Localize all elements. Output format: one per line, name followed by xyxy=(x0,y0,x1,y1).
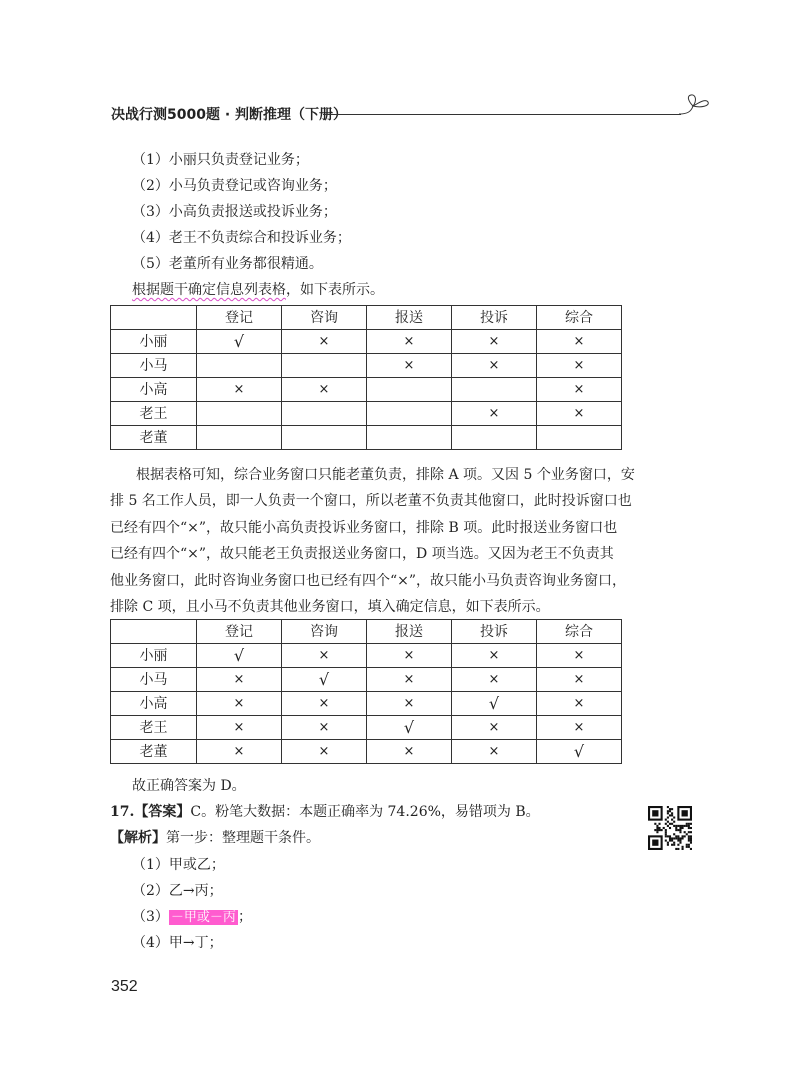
q17-analysis xyxy=(110,828,320,848)
table-row xyxy=(111,644,622,668)
condition-4: （4）老王不负责综合和投诉业务； xyxy=(132,230,351,246)
table-row xyxy=(111,354,622,378)
table-cell: × xyxy=(452,354,537,378)
q17-answer xyxy=(110,802,540,822)
row-label: 小高 xyxy=(111,692,197,716)
sprout-icon xyxy=(677,94,711,118)
condition-3: （3）小高负责报送或投诉业务； xyxy=(132,204,337,220)
table-cell xyxy=(282,354,367,378)
table-cell: √ xyxy=(197,644,282,668)
analysis-text: 第一步：整理题干条件。 xyxy=(166,830,320,846)
table-cell: × xyxy=(452,668,537,692)
analysis-line: 根据表格可知，综合业务窗口只能老董负责，排除 A 项。又因 5 个业务窗口，安 xyxy=(136,467,635,483)
table-cell: × xyxy=(537,378,622,402)
analysis-paragraph xyxy=(110,462,635,620)
intro-rest: ，如下表所示。 xyxy=(286,282,384,298)
table-cell: × xyxy=(452,716,537,740)
table-cell: × xyxy=(367,692,452,716)
row-label: 老王 xyxy=(111,716,197,740)
column-header: 投诉 xyxy=(452,620,537,644)
table-cell: × xyxy=(452,330,537,354)
table-cell xyxy=(367,402,452,426)
table-cell: × xyxy=(282,330,367,354)
page-number: 352 xyxy=(111,978,138,995)
table-cell: × xyxy=(452,740,537,764)
q17-condition-2: （2）乙→丙； xyxy=(132,883,223,899)
table-row xyxy=(111,740,622,764)
table-cell xyxy=(537,426,622,450)
header-rule xyxy=(323,114,681,115)
c3-prefix: （3） xyxy=(132,909,169,925)
q17-condition-1: （1）甲或乙； xyxy=(132,857,225,873)
condition-1: （1）小丽只负责登记业务； xyxy=(132,152,309,168)
table-cell: × xyxy=(367,740,452,764)
analysis-label: 【解析】 xyxy=(110,830,166,846)
info-table-final xyxy=(110,619,622,764)
c3-highlight: －甲或－丙 xyxy=(170,910,236,925)
table-header-row xyxy=(111,306,622,330)
column-header: 投诉 xyxy=(452,306,537,330)
table-cell: × xyxy=(537,330,622,354)
table-cell: × xyxy=(282,692,367,716)
table-cell: × xyxy=(197,716,282,740)
table-row xyxy=(111,330,622,354)
row-label: 小丽 xyxy=(111,644,197,668)
intro-underlined: 根据题干确定信息列表格 xyxy=(132,282,286,298)
table-cell: × xyxy=(452,644,537,668)
column-header: 报送 xyxy=(367,620,452,644)
column-header: 报送 xyxy=(367,306,452,330)
table-cell: × xyxy=(367,330,452,354)
table-cell xyxy=(367,426,452,450)
column-header: 登记 xyxy=(197,306,282,330)
row-label: 老王 xyxy=(111,402,197,426)
table-cell: × xyxy=(367,644,452,668)
q17-condition-4: （4）甲→丁； xyxy=(132,935,223,951)
table-cell xyxy=(197,402,282,426)
table-cell: × xyxy=(282,644,367,668)
column-header xyxy=(111,620,197,644)
table-cell: √ xyxy=(537,740,622,764)
analysis-line: 已经有四个“×”，故只能老王负责报送业务窗口，D 项当选。又因为老王不负责其 xyxy=(110,546,614,563)
table-cell: √ xyxy=(452,692,537,716)
table-cell: × xyxy=(537,402,622,426)
table-cell: × xyxy=(537,716,622,740)
table-cell: × xyxy=(282,740,367,764)
table-cell: × xyxy=(197,740,282,764)
column-header: 综合 xyxy=(537,620,622,644)
row-label: 老董 xyxy=(111,426,197,450)
table-row xyxy=(111,402,622,426)
table-cell xyxy=(452,426,537,450)
table-cell xyxy=(452,378,537,402)
table-cell xyxy=(367,378,452,402)
table-row xyxy=(111,378,622,402)
table-row xyxy=(111,668,622,692)
answer-text: C。粉笔大数据：本题正确率为 74.26%，易错项为 B。 xyxy=(190,804,540,820)
table-row xyxy=(111,426,622,450)
analysis-line: 排 5 名工作人员，即一人负责一个窗口，所以老董不负责其他窗口，此时投诉窗口也 xyxy=(110,493,632,510)
running-header xyxy=(111,100,711,130)
table-cell: √ xyxy=(367,716,452,740)
qr-code-icon[interactable] xyxy=(648,806,692,850)
table-cell: × xyxy=(282,716,367,740)
analysis-line: 他业务窗口，此时咨询业务窗口也已经有四个“×”，故只能小马负责咨询业务窗口， xyxy=(110,572,627,589)
table-cell: × xyxy=(197,692,282,716)
table-cell: √ xyxy=(282,668,367,692)
column-header: 咨询 xyxy=(282,620,367,644)
table-header-row xyxy=(111,620,622,644)
book-title: 决战行测5000题 · 判断推理（下册） xyxy=(111,107,348,123)
analysis-line: 已经有四个“×”，故只能小高负责投诉业务窗口，排除 B 项。此时报送业务窗口也 xyxy=(110,519,618,536)
row-label: 老董 xyxy=(111,740,197,764)
row-label: 小马 xyxy=(111,354,197,378)
table-row xyxy=(111,692,622,716)
table-cell: × xyxy=(537,354,622,378)
column-header: 登记 xyxy=(197,620,282,644)
table-cell xyxy=(282,426,367,450)
table-cell: × xyxy=(197,378,282,402)
table-cell: × xyxy=(537,644,622,668)
table-cell: × xyxy=(537,692,622,716)
table-cell xyxy=(282,402,367,426)
conclusion: 故正确答案为 D。 xyxy=(132,778,246,794)
c3-suffix: ； xyxy=(237,909,252,925)
column-header: 综合 xyxy=(537,306,622,330)
table-intro xyxy=(132,280,384,300)
table-cell: × xyxy=(282,378,367,402)
column-header: 咨询 xyxy=(282,306,367,330)
table-row xyxy=(111,716,622,740)
column-header xyxy=(111,306,197,330)
table-cell: × xyxy=(367,668,452,692)
table-cell: × xyxy=(367,354,452,378)
row-label: 小马 xyxy=(111,668,197,692)
table-cell: × xyxy=(537,668,622,692)
row-label: 小丽 xyxy=(111,330,197,354)
condition-5: （5）老董所有业务都很精通。 xyxy=(132,256,323,272)
table-cell xyxy=(197,354,282,378)
condition-2: （2）小马负责登记或咨询业务； xyxy=(132,178,337,194)
q17-condition-3 xyxy=(132,907,252,928)
info-table-initial xyxy=(110,305,622,450)
answer-label: 17.【答案】 xyxy=(110,804,191,820)
table-cell: × xyxy=(197,668,282,692)
table-cell: √ xyxy=(197,330,282,354)
row-label: 小高 xyxy=(111,378,197,402)
analysis-line: 排除 C 项，且小马不负责其他业务窗口，填入确定信息，如下表所示。 xyxy=(110,599,550,616)
table-cell: × xyxy=(452,402,537,426)
table-cell xyxy=(197,426,282,450)
